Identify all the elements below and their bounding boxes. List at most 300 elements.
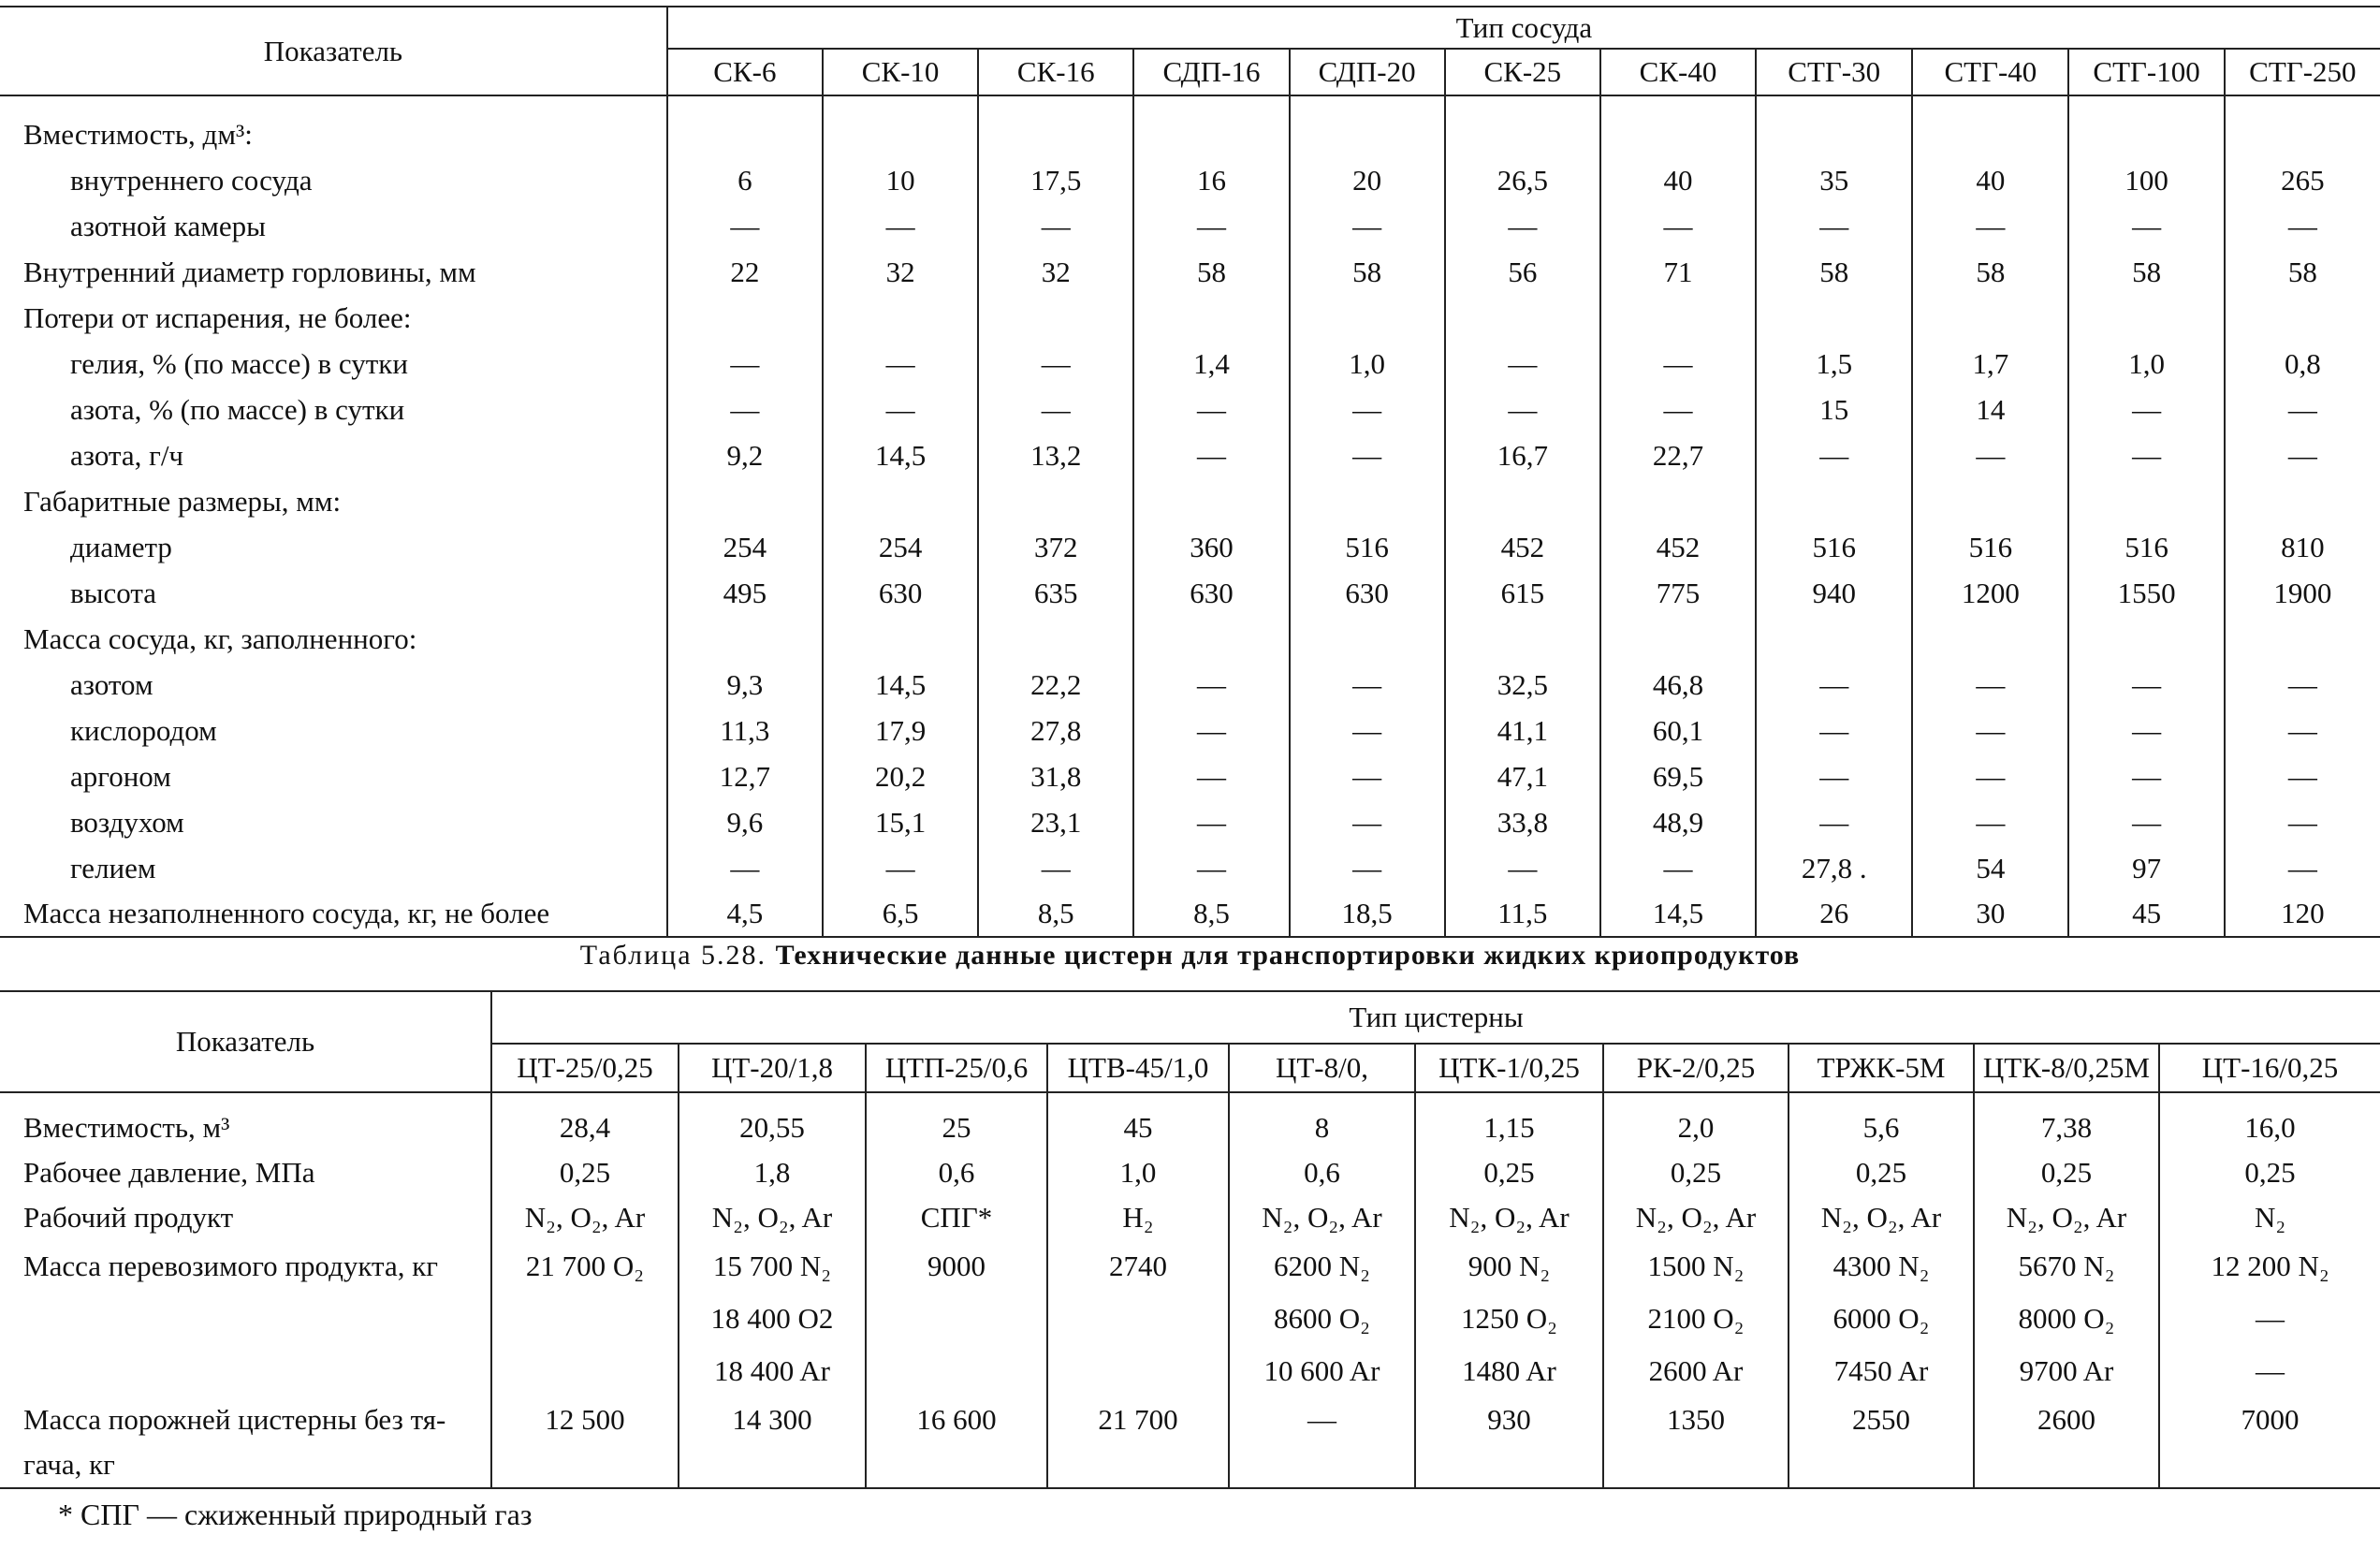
t1-cell: — bbox=[1290, 753, 1445, 799]
t2-row bbox=[0, 1195, 2380, 1240]
t1-cell bbox=[1133, 478, 1289, 524]
t1-cell: — bbox=[1756, 753, 1912, 799]
t1-row-label: кислородом bbox=[0, 708, 667, 753]
t2-row bbox=[0, 1345, 2380, 1397]
t2-column-header: ЦТП-25/0,6 bbox=[866, 1044, 1047, 1092]
t2-row-label: Масса перевозимого продукта, кг bbox=[0, 1240, 491, 1293]
t1-cell: — bbox=[1290, 432, 1445, 478]
t1-cell: 630 bbox=[1290, 570, 1445, 616]
t1-column-header: СК-25 bbox=[1445, 49, 1600, 95]
t1-cell: 6,5 bbox=[823, 891, 978, 937]
t1-cell: — bbox=[1133, 662, 1289, 708]
t1-cell: 17,9 bbox=[823, 708, 978, 753]
t2-column-header: ЦТ-25/0,25 bbox=[491, 1044, 679, 1092]
t2-cell: 8 bbox=[1229, 1092, 1415, 1150]
t1-row-label: воздухом bbox=[0, 799, 667, 845]
t1-cell: — bbox=[1912, 432, 2068, 478]
t1-column-header: СТГ-40 bbox=[1912, 49, 2068, 95]
t1-cell: 516 bbox=[1912, 524, 2068, 570]
t1-cell: — bbox=[978, 341, 1133, 387]
t2-cell: 20,55 bbox=[679, 1092, 866, 1150]
t2-cell bbox=[866, 1442, 1047, 1488]
t1-cell: — bbox=[1912, 203, 2068, 249]
t1-row bbox=[0, 616, 2380, 662]
t1-cell: 452 bbox=[1600, 524, 1756, 570]
t1-cell: 6 bbox=[737, 163, 752, 197]
t1-cell: — bbox=[2068, 753, 2224, 799]
t1-cell: — bbox=[1445, 387, 1600, 432]
t1-cell bbox=[667, 95, 823, 157]
t2-cell: 0,25 bbox=[2159, 1150, 2380, 1195]
t1-cell: — bbox=[1756, 662, 1912, 708]
t1-cell: 60,1 bbox=[1600, 708, 1756, 753]
t1-cell bbox=[823, 95, 978, 157]
t2-cell bbox=[1974, 1442, 2159, 1488]
t1-cell bbox=[1912, 95, 2068, 157]
t1-row-label: Масса незаполненного сосуда, кг, не более bbox=[0, 891, 667, 937]
t1-row bbox=[0, 845, 2380, 891]
t2-cell: 18 400 O2 bbox=[679, 1293, 866, 1345]
t1-cell: 32 bbox=[978, 249, 1133, 295]
t1-row bbox=[0, 524, 2380, 570]
t1-cell: — bbox=[1600, 845, 1756, 891]
t1-cell bbox=[2068, 478, 2224, 524]
t1-cell: — bbox=[730, 392, 760, 426]
t1-cell: — bbox=[1290, 203, 1445, 249]
t1-cell: 30 bbox=[1912, 891, 2068, 937]
t2-cell: N₂, O₂, Ar bbox=[1789, 1195, 1974, 1240]
t2-row-label: Масса порожней цистерны без тя- bbox=[0, 1397, 491, 1442]
t1-cell bbox=[1756, 616, 1912, 662]
t1-cell: 17,5 bbox=[978, 157, 1133, 203]
t2-cell: 0,25 bbox=[559, 1156, 611, 1189]
t1-cell: — bbox=[2225, 799, 2380, 845]
t1-cell: — bbox=[1133, 708, 1289, 753]
t1-cell bbox=[1912, 616, 2068, 662]
t2-cell: 0,25 bbox=[1789, 1150, 1974, 1195]
t1-cell: — bbox=[2068, 203, 2224, 249]
t1-cell bbox=[823, 478, 978, 524]
t2-cell: 6200 N₂ bbox=[1229, 1240, 1415, 1293]
t2-cell: N₂, O₂, Ar bbox=[1974, 1195, 2159, 1240]
t1-cell: 23,1 bbox=[978, 799, 1133, 845]
t1-cell: 46,8 bbox=[1600, 662, 1756, 708]
t1-cell: 4,5 bbox=[667, 891, 823, 937]
t1-cell: 635 bbox=[978, 570, 1133, 616]
t1-cell: 15,1 bbox=[823, 799, 978, 845]
t1-column-header: СК-10 bbox=[823, 49, 978, 95]
t1-cell: 22 bbox=[730, 255, 760, 288]
t1-cell: 16,7 bbox=[1445, 432, 1600, 478]
t1-cell: — bbox=[2068, 432, 2224, 478]
t1-cell bbox=[1600, 295, 1756, 341]
t1-cell: — bbox=[978, 203, 1133, 249]
t2-cell: 25 bbox=[866, 1092, 1047, 1150]
t1-cell: — bbox=[978, 845, 1133, 891]
t1-cell: — bbox=[1756, 203, 1912, 249]
t2-cell: 7,38 bbox=[1974, 1092, 2159, 1150]
t1-row bbox=[0, 341, 2380, 387]
t2-cell: 0,25 bbox=[1974, 1150, 2159, 1195]
t1-row-label: Вместимость, дм³: bbox=[0, 95, 667, 157]
t1-cell: — bbox=[2225, 432, 2380, 478]
t2-row bbox=[0, 1092, 2380, 1150]
t1-row-label: Габаритные размеры, мм: bbox=[0, 478, 667, 524]
t1-cell bbox=[2068, 95, 2224, 157]
t2-cell: 1350 bbox=[1603, 1397, 1789, 1442]
t1-cell: 516 bbox=[1290, 524, 1445, 570]
t2-cell: 2600 bbox=[1974, 1397, 2159, 1442]
t2-column-header: ЦТК-8/0,25М bbox=[1974, 1044, 2159, 1092]
t2-cell: 6000 O₂ bbox=[1789, 1293, 1974, 1345]
t2-cell: N₂ bbox=[2159, 1195, 2380, 1240]
t1-cell bbox=[823, 616, 978, 662]
t2-cell bbox=[1047, 1345, 1229, 1397]
t1-cell: — bbox=[1600, 341, 1756, 387]
t1-cell: — bbox=[1912, 662, 2068, 708]
t1-cell: — bbox=[1133, 845, 1289, 891]
t1-cell: 22,2 bbox=[978, 662, 1133, 708]
t2-cell: 1500 N₂ bbox=[1603, 1240, 1789, 1293]
t1-cell: 1,7 bbox=[1912, 341, 2068, 387]
t2-cell: N₂, O₂, Ar bbox=[524, 1201, 646, 1234]
t2-body bbox=[0, 1092, 2380, 1488]
vessel-table bbox=[0, 6, 2380, 938]
t1-cell bbox=[978, 616, 1133, 662]
t1-cell: 97 bbox=[2068, 845, 2224, 891]
t1-cell: — bbox=[2225, 708, 2380, 753]
t1-cell bbox=[1133, 95, 1289, 157]
t2-cell: 1250 O₂ bbox=[1415, 1293, 1603, 1345]
t2-cell: N₂, O₂, Ar bbox=[1415, 1195, 1603, 1240]
t1-cell: 47,1 bbox=[1445, 753, 1600, 799]
t1-cell bbox=[1445, 478, 1600, 524]
t2-cell bbox=[1047, 1293, 1229, 1345]
t1-cell: 9,2 bbox=[726, 438, 764, 472]
t1-column-header: СТГ-100 bbox=[2068, 49, 2224, 95]
t2-row-label: Рабочее давление, МПа bbox=[0, 1150, 491, 1195]
t1-cell: — bbox=[1133, 799, 1289, 845]
t2-cell bbox=[866, 1293, 1047, 1345]
t1-cell: — bbox=[1756, 799, 1912, 845]
t2-cell: 2600 Ar bbox=[1603, 1345, 1789, 1397]
t1-cell: 58 bbox=[1912, 249, 2068, 295]
t2-row bbox=[0, 1240, 2380, 1293]
t1-cell bbox=[1600, 478, 1756, 524]
t1-row-label: гелия, % (по массе) в сутки bbox=[0, 341, 667, 387]
t2-row-label bbox=[0, 1293, 491, 1345]
t1-cell: — bbox=[823, 845, 978, 891]
t1-cell: — bbox=[1445, 341, 1600, 387]
t1-row-label: высота bbox=[0, 570, 667, 616]
t2-cell: СПГ* bbox=[866, 1195, 1047, 1240]
t1-row bbox=[0, 662, 2380, 708]
t1-row bbox=[0, 387, 2380, 432]
t2-cell bbox=[491, 1293, 679, 1345]
t2-row bbox=[0, 1293, 2380, 1345]
t1-row-label: азотом bbox=[0, 662, 667, 708]
t1-cell: 33,8 bbox=[1445, 799, 1600, 845]
t1-cell bbox=[1912, 295, 2068, 341]
t1-cell: 1,0 bbox=[2068, 341, 2224, 387]
t1-cell: 40 bbox=[1600, 157, 1756, 203]
t1-row bbox=[0, 249, 2380, 295]
t2-cell: 1480 Ar bbox=[1415, 1345, 1603, 1397]
t1-cell: — bbox=[2068, 662, 2224, 708]
t2-column-header: ЦТ-16/0,25 bbox=[2159, 1044, 2380, 1092]
t1-cell: 69,5 bbox=[1600, 753, 1756, 799]
t2-cell: 14 300 bbox=[679, 1397, 866, 1442]
t1-cell: 58 bbox=[2225, 249, 2380, 295]
t2-cell: 4300 N₂ bbox=[1789, 1240, 1974, 1293]
t2-cell: 0,6 bbox=[866, 1150, 1047, 1195]
t2-cell bbox=[1047, 1442, 1229, 1488]
t1-cell: 71 bbox=[1600, 249, 1756, 295]
t1-cell: 1550 bbox=[2068, 570, 2224, 616]
t1-cell: — bbox=[823, 387, 978, 432]
t2-cell: 1,15 bbox=[1415, 1092, 1603, 1150]
t1-cell: — bbox=[1756, 708, 1912, 753]
t2-column-header: ТРЖК-5М bbox=[1789, 1044, 1974, 1092]
t1-cell: — bbox=[1912, 708, 2068, 753]
t1-row-label: Внутренний диаметр горловины, мм bbox=[0, 249, 667, 295]
t1-cell: — bbox=[730, 851, 760, 884]
t1-group-header: Тип сосуда bbox=[667, 7, 2380, 49]
t1-cell bbox=[1290, 295, 1445, 341]
t1-cell: 16 bbox=[1133, 157, 1289, 203]
t2-column-header: ЦТ-8/0, bbox=[1229, 1044, 1415, 1092]
t1-cell bbox=[1756, 295, 1912, 341]
t2-cell: 1,8 bbox=[679, 1150, 866, 1195]
t1-cell bbox=[1445, 95, 1600, 157]
t2-cell bbox=[2159, 1442, 2380, 1488]
t1-cell: 14,5 bbox=[1600, 891, 1756, 937]
t1-cell: — bbox=[2225, 753, 2380, 799]
t1-row bbox=[0, 478, 2380, 524]
t2-cell: 16,0 bbox=[2159, 1092, 2380, 1150]
footnote: * СПГ — сжиженный природный газ bbox=[58, 1498, 533, 1531]
t1-row bbox=[0, 753, 2380, 799]
t1-cell: — bbox=[2225, 845, 2380, 891]
t1-cell bbox=[1290, 95, 1445, 157]
t1-cell bbox=[978, 295, 1133, 341]
t1-cell: 26,5 bbox=[1445, 157, 1600, 203]
t1-cell bbox=[2225, 295, 2380, 341]
t1-cell: — bbox=[1133, 432, 1289, 478]
t2-cell: 9700 Ar bbox=[1974, 1345, 2159, 1397]
t1-cell: 14 bbox=[1912, 387, 2068, 432]
t1-column-header: СТГ-250 bbox=[2225, 49, 2380, 95]
t2-cell: N₂, O₂, Ar bbox=[679, 1195, 866, 1240]
t1-cell: 12,7 bbox=[719, 759, 771, 793]
t1-cell: — bbox=[1912, 753, 2068, 799]
t1-cell bbox=[978, 95, 1133, 157]
t1-cell bbox=[1600, 616, 1756, 662]
t1-cell: 22,7 bbox=[1600, 432, 1756, 478]
t1-row bbox=[0, 799, 2380, 845]
t1-cell: 11,3 bbox=[720, 713, 770, 747]
t1-cell: 48,9 bbox=[1600, 799, 1756, 845]
t1-cell: 265 bbox=[2225, 157, 2380, 203]
t1-cell: — bbox=[2225, 203, 2380, 249]
t2-column-header: РК-2/0,25 bbox=[1603, 1044, 1789, 1092]
t1-cell: 120 bbox=[2225, 891, 2380, 937]
t1-cell bbox=[823, 295, 978, 341]
t1-cell: 14,5 bbox=[823, 662, 978, 708]
t2-cell: H₂ bbox=[1047, 1195, 1229, 1240]
t1-cell: — bbox=[823, 203, 978, 249]
t1-cell: — bbox=[730, 209, 760, 242]
t1-cell bbox=[2225, 478, 2380, 524]
t1-column-header: СТГ-30 bbox=[1756, 49, 1912, 95]
t2-cell bbox=[679, 1442, 866, 1488]
t1-cell: 27,8 . bbox=[1756, 845, 1912, 891]
t2-cell bbox=[1229, 1442, 1415, 1488]
t2-cell: 2,0 bbox=[1603, 1092, 1789, 1150]
t2-cell: 0,25 bbox=[1415, 1150, 1603, 1195]
t1-cell: 254 bbox=[823, 524, 978, 570]
t1-row-label: азота, г/ч bbox=[0, 432, 667, 478]
t2-cell: 21 700 bbox=[1047, 1397, 1229, 1442]
t1-row bbox=[0, 295, 2380, 341]
t2-cell: 0,6 bbox=[1229, 1150, 1415, 1195]
t2-cell: 930 bbox=[1415, 1397, 1603, 1442]
t1-cell: 32,5 bbox=[1445, 662, 1600, 708]
t1-row-label: Масса сосуда, кг, заполненного: bbox=[0, 616, 667, 662]
t2-param-header: Показатель bbox=[0, 991, 491, 1092]
t2-row-label: гача, кг bbox=[0, 1442, 491, 1488]
t2-cell bbox=[491, 1442, 679, 1488]
t2-cell: 8600 O₂ bbox=[1229, 1293, 1415, 1345]
t1-cell: 45 bbox=[2068, 891, 2224, 937]
t1-cell: 41,1 bbox=[1445, 708, 1600, 753]
t1-cell: 20,2 bbox=[823, 753, 978, 799]
t1-row bbox=[0, 891, 2380, 937]
t1-cell bbox=[978, 478, 1133, 524]
t2-cell: 10 600 Ar bbox=[1229, 1345, 1415, 1397]
t1-cell: 1,5 bbox=[1756, 341, 1912, 387]
t1-cell: — bbox=[2068, 708, 2224, 753]
t1-row bbox=[0, 432, 2380, 478]
t1-cell: 32 bbox=[823, 249, 978, 295]
t1-cell: 27,8 bbox=[978, 708, 1133, 753]
t1-cell: 810 bbox=[2225, 524, 2380, 570]
t1-column-header: СК-40 bbox=[1600, 49, 1756, 95]
t1-cell: 9,3 bbox=[726, 667, 764, 701]
t1-cell: 56 bbox=[1445, 249, 1600, 295]
t2-cell: 28,4 bbox=[559, 1111, 611, 1144]
t2-cell: 15 700 N₂ bbox=[679, 1240, 866, 1293]
t1-cell: 495 bbox=[723, 576, 767, 609]
t1-cell: 630 bbox=[823, 570, 978, 616]
t1-row-label: внутреннего сосуда bbox=[0, 157, 667, 203]
t1-cell: — bbox=[1912, 799, 2068, 845]
t1-cell bbox=[1133, 295, 1289, 341]
t2-cell: N₂, O₂, Ar bbox=[1229, 1195, 1415, 1240]
t1-cell: 35 bbox=[1756, 157, 1912, 203]
caption-prefix: Таблица 5.28. bbox=[579, 940, 767, 971]
t1-column-header: СДП-16 bbox=[1133, 49, 1289, 95]
t1-cell: 58 bbox=[1290, 249, 1445, 295]
t1-row-label: азота, % (по массе) в сутки bbox=[0, 387, 667, 432]
t2-cell: 9000 bbox=[866, 1240, 1047, 1293]
t2-column-header: ЦТК-1/0,25 bbox=[1415, 1044, 1603, 1092]
t1-cell: — bbox=[730, 346, 760, 380]
t1-cell: 100 bbox=[2068, 157, 2224, 203]
t2-cell: 1,0 bbox=[1047, 1150, 1229, 1195]
t1-cell: 8,5 bbox=[1133, 891, 1289, 937]
t1-cell: — bbox=[2068, 387, 2224, 432]
t1-cell: 26 bbox=[1756, 891, 1912, 937]
t2-cell: 16 600 bbox=[866, 1397, 1047, 1442]
t1-cell: 254 bbox=[723, 530, 767, 563]
t2-column-header: ЦТВ-45/1,0 bbox=[1047, 1044, 1229, 1092]
t1-cell: 516 bbox=[2068, 524, 2224, 570]
t1-cell: — bbox=[1600, 387, 1756, 432]
t2-cell: 2740 bbox=[1047, 1240, 1229, 1293]
t1-cell: — bbox=[2225, 662, 2380, 708]
t1-cell bbox=[2068, 295, 2224, 341]
t1-cell: 58 bbox=[2068, 249, 2224, 295]
caption-title: Технические данные цистерн для транспортировки жидких криопродуктов bbox=[775, 940, 1801, 971]
t1-cell bbox=[1600, 95, 1756, 157]
t1-cell: 1200 bbox=[1912, 570, 2068, 616]
t1-cell bbox=[1912, 478, 2068, 524]
t1-cell: 20 bbox=[1290, 157, 1445, 203]
t2-cell: — bbox=[2159, 1293, 2380, 1345]
t1-cell bbox=[667, 616, 823, 662]
t1-cell: 18,5 bbox=[1290, 891, 1445, 937]
t1-cell: — bbox=[1290, 387, 1445, 432]
t1-cell: — bbox=[1133, 753, 1289, 799]
t1-column-header: СК-6 bbox=[667, 49, 823, 95]
t1-cell: — bbox=[1445, 203, 1600, 249]
tanker-table bbox=[0, 990, 2380, 1489]
t2-cell: 8000 O₂ bbox=[1974, 1293, 2159, 1345]
t1-cell: 372 bbox=[978, 524, 1133, 570]
t2-cell: 0,25 bbox=[1603, 1150, 1789, 1195]
t2-cell: 5670 N₂ bbox=[1974, 1240, 2159, 1293]
t2-row bbox=[0, 1397, 2380, 1442]
t1-cell bbox=[1445, 295, 1600, 341]
t1-row-label: диаметр bbox=[0, 524, 667, 570]
t2-cell: 12 500 bbox=[545, 1403, 625, 1436]
t1-cell: 516 bbox=[1756, 524, 1912, 570]
t1-cell bbox=[1445, 616, 1600, 662]
t2-row bbox=[0, 1150, 2380, 1195]
t1-cell: 10 bbox=[823, 157, 978, 203]
t2-column-header: ЦТ-20/1,8 bbox=[679, 1044, 866, 1092]
t1-cell bbox=[1290, 478, 1445, 524]
t2-cell: 5,6 bbox=[1789, 1092, 1974, 1150]
t1-cell: 1900 bbox=[2225, 570, 2380, 616]
t1-cell: — bbox=[1600, 203, 1756, 249]
t1-row-label: гелием bbox=[0, 845, 667, 891]
t1-cell: 8,5 bbox=[978, 891, 1133, 937]
t1-cell: 452 bbox=[1445, 524, 1600, 570]
t1-cell: 630 bbox=[1133, 570, 1289, 616]
t2-row-label bbox=[0, 1345, 491, 1397]
t1-cell: 40 bbox=[1912, 157, 2068, 203]
t1-cell bbox=[667, 295, 823, 341]
t2-cell bbox=[491, 1345, 679, 1397]
t2-cell: 900 N₂ bbox=[1415, 1240, 1603, 1293]
t2-cell bbox=[1789, 1442, 1974, 1488]
t1-cell: 58 bbox=[1133, 249, 1289, 295]
t1-row bbox=[0, 570, 2380, 616]
t2-cell bbox=[1603, 1442, 1789, 1488]
t1-cell: — bbox=[1445, 845, 1600, 891]
